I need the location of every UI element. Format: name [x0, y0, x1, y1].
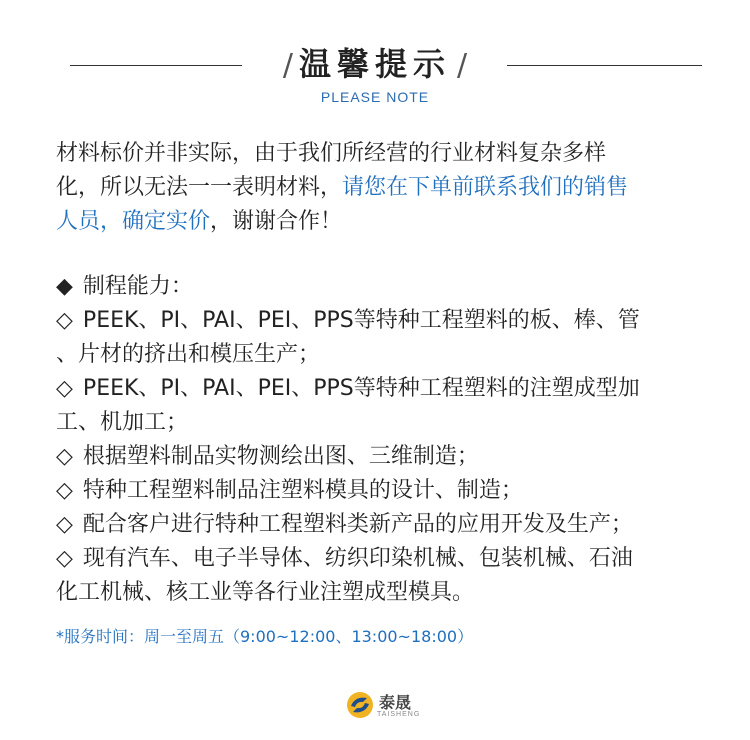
diamond-filled-icon: ◆ — [56, 274, 73, 299]
list-item-continuation: 工、机加工； — [56, 410, 189, 435]
intro-line-3 — [56, 205, 706, 239]
intro-line-2-plain: 化，所以无法一一表明材料， — [56, 175, 343, 200]
capabilities-heading — [56, 270, 716, 304]
list-item-text: 特种工程塑料制品注塑料模具的设计、制造； — [82, 478, 523, 503]
diamond-outline-icon: ◇ — [56, 478, 73, 503]
logo-subtext: TAISHENG — [377, 711, 421, 718]
diamond-outline-icon: ◇ — [56, 512, 73, 537]
page-subtitle: PLEASE NOTE — [320, 89, 430, 105]
logo-name: 泰晟 — [379, 693, 412, 712]
list-item — [56, 508, 716, 542]
list-item — [56, 372, 716, 406]
intro-paragraph — [56, 137, 706, 239]
title-slash-left: / — [282, 48, 293, 83]
diamond-outline-icon: ◇ — [56, 308, 73, 333]
brand-logo — [345, 688, 435, 724]
diamond-outline-icon: ◇ — [56, 376, 73, 401]
list-item-text: 配合客户进行特种工程塑料类新产品的应用开发及生产； — [82, 512, 633, 537]
capabilities-heading-text: 制程能力： — [82, 274, 193, 299]
list-item-text: PEEK、PI、PAI、PEI、PPS等特种工程塑料的注塑成型加 — [82, 376, 640, 401]
list-item — [56, 542, 716, 576]
list-item — [56, 304, 716, 338]
list-item — [56, 440, 716, 474]
list-item-text: PEEK、PI、PAI、PEI、PPS等特种工程塑料的板、棒、管 — [82, 308, 640, 333]
intro-line-2 — [56, 171, 706, 205]
list-item-continuation: 化工机械、核工业等各行业注塑成型模具。 — [56, 580, 475, 605]
page-title — [0, 44, 750, 86]
intro-line-2-highlight: 请您在下单前联系我们的销售 — [342, 175, 629, 200]
intro-line-3-plain: ，谢谢合作！ — [210, 209, 343, 234]
diamond-outline-icon: ◇ — [56, 444, 73, 469]
header — [0, 38, 750, 113]
list-item-text: 现有汽车、电子半导体、纺织印染机械、包装机械、石油 — [82, 546, 633, 571]
list-item-continuation: 、片材的挤出和模压生产； — [56, 342, 321, 367]
list-item-text: 根据塑料制品实物测绘出图、三维制造； — [82, 444, 479, 469]
title-slash-right: / — [457, 48, 468, 83]
capabilities-list — [56, 270, 716, 610]
intro-line-1: 材料标价并非实际，由于我们所经营的行业材料复杂多样 — [56, 141, 607, 166]
title-text: 温馨提示 — [298, 45, 451, 83]
diamond-outline-icon: ◇ — [56, 546, 73, 571]
list-item — [56, 474, 716, 508]
intro-line-3-highlight: 人员，确定实价 — [56, 209, 211, 234]
taisheng-logo-icon — [345, 690, 375, 720]
service-hours: *服务时间：周一至周五（9:00~12:00、13:00~18:00） — [56, 627, 474, 646]
